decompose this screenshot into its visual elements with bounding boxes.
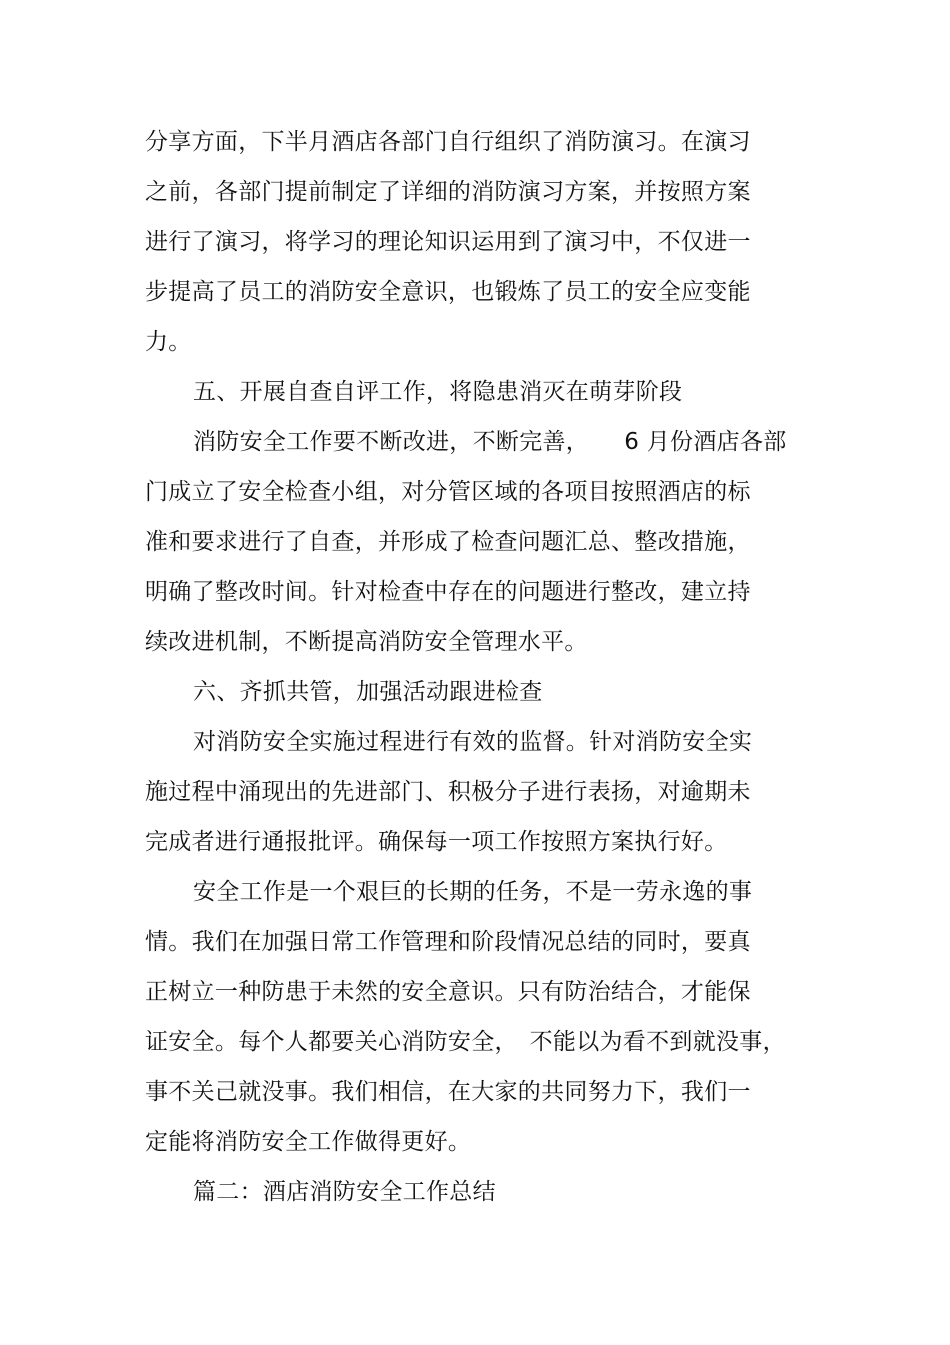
paragraph-line: 续改进机制，不断提高消防安全管理水平。 [145,629,588,655]
paragraph-line: 门成立了安全检查小组，对分管区域的各项目按照酒店的标 [145,479,751,505]
paragraph-line: 步提高了员工的消防安全意识，也锻炼了员工的安全应变能 [145,279,751,305]
paragraph-line: 完成者进行通报批评。确保每一项工作按照方案执行好。 [145,829,728,855]
section-heading: 六、齐抓共管，加强活动跟进检查 [193,679,543,705]
article-title: 篇二：酒店消防安全工作总结 [193,1179,496,1205]
paragraph-line: 施过程中涌现出的先进部门、积极分子进行表扬，对逾期未 [145,779,751,805]
paragraph-line: 证安全。每个人都要关心消防安全， 不能以为看不到就没事， [145,1029,786,1055]
paragraph-line: 定能将消防安全工作做得更好。 [145,1129,472,1155]
paragraph-line: 力。 [145,329,192,355]
paragraph-line: 准和要求进行了自查，并形成了检查问题汇总、整改措施， [145,529,751,555]
paragraph-line: 正树立一种防患于未然的安全意识。只有防治结合，才能保 [145,979,751,1005]
paragraph-line: 事不关己就没事。我们相信，在大家的共同努力下，我们一 [145,1079,751,1105]
paragraph-line: 情。我们在加强日常工作管理和阶段情况总结的同时，要真 [145,929,751,955]
paragraph-line: 安全工作是一个艰巨的长期的任务，不是一劳永逸的事 [193,879,753,905]
paragraph-line: 消防安全工作要不断改进，不断完善， 6 月份酒店各部 [193,429,787,455]
paragraph-line: 之前，各部门提前制定了详细的消防演习方案，并按照方案 [145,179,751,205]
paragraph-line: 分享方面，下半月酒店各部门自行组织了消防演习。在演习 [145,129,751,155]
paragraph-line: 对消防安全实施过程进行有效的监督。针对消防安全实 [193,729,753,755]
paragraph-line: 进行了演习，将学习的理论知识运用到了演习中，不仅进一 [145,229,751,255]
section-heading: 五、开展自查自评工作，将隐患消灭在萌芽阶段 [193,379,683,405]
paragraph-line: 明确了整改时间。针对检查中存在的问题进行整改，建立持 [145,579,751,605]
